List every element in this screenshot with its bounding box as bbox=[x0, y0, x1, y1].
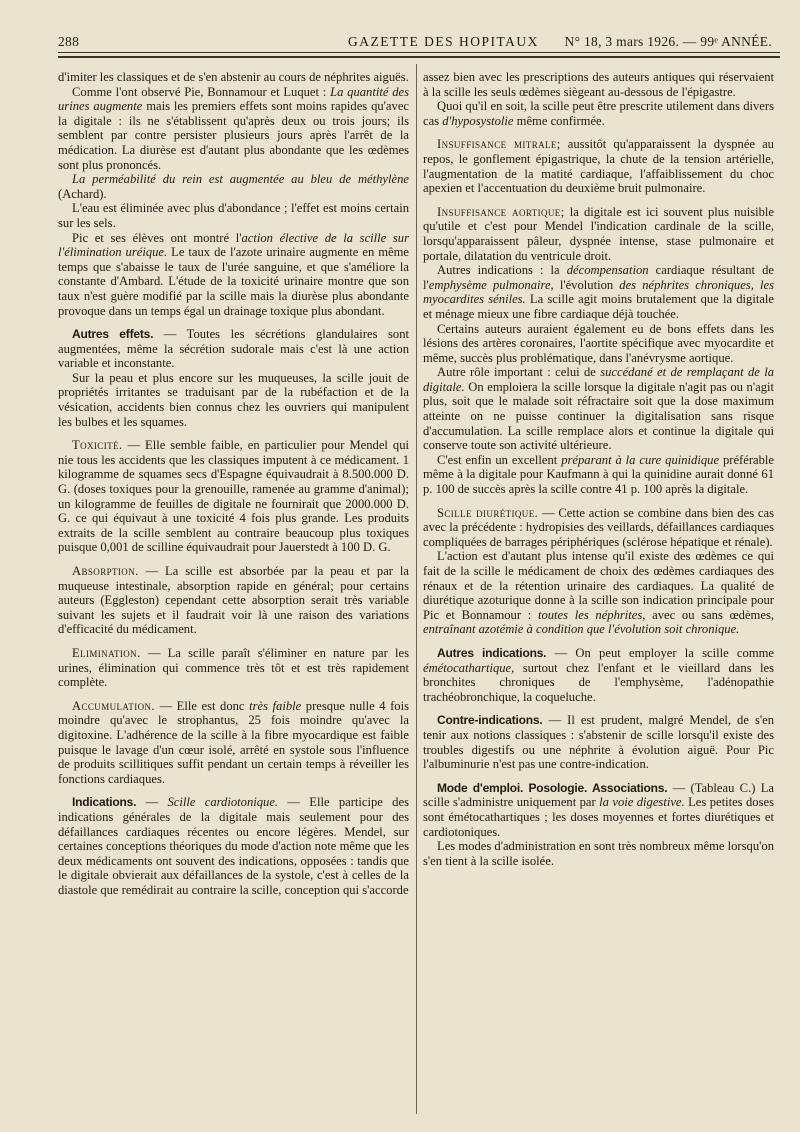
section-mode-emploi: Mode d'emploi. Posologie. Associations. — (Tableau C.) La scille s'administre uniquement par la voie digestive. Les petites doses sont émétocathartiques ; les doses moyennes et fortes diurétiques et cardiotoniques. bbox=[423, 780, 774, 839]
section-heading: Absorption. bbox=[72, 564, 139, 578]
section-heading: Scille diurétique. bbox=[437, 505, 539, 520]
paragraph: Autre rôle important : celui de succédané et de remplaçant de la digitale. On emploiera la scille lorsque la digitale n'agit pas ou n'agit plus, soit que le malade soit réfractaire soit que la dose maximum atteinte on ne puisse continuer la digitalisation sans risque d'accumulation. La scille remplace alors et continue la digitale qui conserve toute son activité ultérieure. bbox=[423, 365, 775, 453]
section-heading: Mode d'emploi. Posologie. Associations. bbox=[437, 780, 668, 795]
section-accumulation: Accumulation. — Elle est donc très faible presque nulle 4 fois moindre qu'avec le strophantus, 25 fois moindre qu'avec la digitoxine. L'adhérence de la scille à la fibre myocardique est faible puisque le lavage d'un cœur isolé, arrêté en systole sous l'influence de produits scillitiques suffit pendant un certain temps à réveiller les fonctions cardiaques. bbox=[58, 698, 409, 786]
paragraph: Sur la peau et plus encore sur les muqueuses, la scille jouit de propriétés irritantes se traduisant par de la rubéfaction et de la vésication, accidents bien connus chez les ouvriers qui manipulent les bulbes et les squames. bbox=[58, 370, 409, 429]
left-column bbox=[58, 70, 409, 897]
section-autres-effets: Autres effets. — Toutes les sécrétions glandulaires sont augmentées, même la sécrétion sudorale mais c'est là une action variable et inconstante. bbox=[58, 327, 409, 371]
paragraph: La perméabilité du rein est augmentée au bleu de méthylène (Achard). bbox=[58, 172, 409, 201]
section-scille-diuretique: Scille diurétique. — Cette action se combine dans bien des cas avec la précédente : hydropisies des veillards, défaillances cardiaques compliquées de barrages périphériques (sclérose hépatique et rénale). bbox=[423, 505, 774, 549]
journal-title: GAZETTE DES HOPITAUX bbox=[348, 34, 539, 49]
paragraph: assez bien avec les prescriptions des auteurs antiques qui réservaient à la scille les seuls œdèmes siègeant au-dessous de l'épigastre. bbox=[423, 70, 774, 99]
section-heading: Insuffisance aortique; bbox=[437, 204, 565, 219]
section-heading: Indications. bbox=[72, 795, 137, 810]
paragraph: Comme l'ont observé Pie, Bonnamour et Luquet : La quantité des urines augmente mais les premiers effets sont moins rapides qu'avec la digitale : ils ne s'établissent qu'après deux ou trois jours; ils semblent par contre persister plusieurs jours après l'arrêt de la médication. La diurèse est d'autant plus abondante que les œdèmes sont plus prononcés. bbox=[58, 84, 410, 172]
section-heading: Autres effets. bbox=[72, 327, 154, 342]
paragraph: Autres indications : la décompensation cardiaque résultant de l'emphysème pulmonaire, l'évolution des néphrites chroniques, les myocardites séniles. La scille agit moins brutalement que la digitale et ménage mieux une fibre cardiaque déjà touchée. bbox=[423, 263, 774, 321]
right-column bbox=[423, 70, 774, 897]
page-number: 288 bbox=[58, 34, 80, 49]
section-heading: Autres indications. bbox=[437, 645, 547, 660]
paragraph: C'est enfin un excellent préparant à la cure quinidique préférable même à la digitale pour Kaufmann à qui la quinidine aurait donné 61 p. 100 de succès après la scille contre 41 p. 100 après la digitale. bbox=[423, 452, 774, 497]
section-heading: Insuffisance mitrale; bbox=[437, 137, 561, 152]
section-toxicite: Toxicité. — Elle semble faible, en particulier pour Mendel qui nie tous les accidents que les classiques imputent à ce médicament. 1 kilogramme de squames secs d'Espagne équivaudrait à 8.500.000 D. G. (doses toxiques pour la grenouille, ramenée au gramme d'animal); un kilogramme de feuilles de digitale ne fournirait que 2000.000 D. G. ce qui équivaut à une toxicité 4 fois plus grande. Les produits extraits de la scille semblent au contraire beaucoup plus toxiques puisque 0,001 de scilline équivaudrait pour Jauerstedt à 100 D. G. bbox=[58, 438, 409, 555]
section-heading: Accumulation. bbox=[72, 698, 155, 713]
article-body bbox=[58, 70, 780, 897]
header-rule-thick bbox=[58, 56, 780, 58]
section-indications: Indications. — Scille cardiotonique. — Elle participe des indications générales de la digitale mais seulement pour des défaillances cardiaques récentes ou encore légères. Mendel, sur certaines conceptions théoriques du mode d'action note même que les deux médicaments ont souvent des indications, opposées : tandis que le digitale obvierait aux défaillances de la systole, c'est à celles de la diastole que remédirait au contraire la scille, conception qui s'accorde bbox=[58, 795, 409, 897]
section-heading: Elimination. bbox=[72, 645, 141, 660]
paragraph: d'imiter les classiques et de s'en abstenir au cours de néphrites aiguës. bbox=[58, 70, 409, 84]
section-absorption: Absorption. — La scille est absorbée par la peau et par la muqueuse intestinale, absorption rapide en général; pour certains auteurs (Eggleston) cependant cette absorption serait très variable suivant les sujets et il faudrait voir là une raison des variations d'efficacité du médicament. bbox=[58, 564, 409, 637]
paragraph: Certains auteurs auraient également eu de bons effets dans les lésions des artères coronaires, l'aortite spécifique avec myocardite et même, succès plus problématique, dans l'anévrysme aortique. bbox=[423, 321, 774, 365]
section-elimination: Elimination. — La scille paraît s'éliminer en nature par les urines, élimination qui commence très tôt et est très rapidement complète. bbox=[58, 645, 409, 690]
paragraph: Pic et ses élèves ont montré l'action élective de la scille sur l'élimination uréique. Le taux de l'azote urinaire augmente en même temps que s'abaisse le taux de l'urée sanguine, et que s'améliore la constante d'Ambard. L'étude de la toxicité urinaire montre que son taux n'est guère modifié par la scille mais la diurèse plus abondante provoque dans un temps égal un drainage toxique plus abondant. bbox=[58, 230, 409, 318]
section-autres-indications: Autres indications. — On peut employer la scille comme émétocathartique, surtout chez l'enfant et le vieillard dans les bronchites chroniques de l'emphysème, l'adénopathie trachéobronchique, la coqueluche. bbox=[423, 645, 775, 704]
issue-date: N° 18, 3 mars 1926. — 99ᵉ ANNÉE. bbox=[564, 34, 772, 49]
header-rule-thin bbox=[58, 52, 780, 53]
paragraph: L'eau est éliminée avec plus d'abondance ; l'effet est moins certain sur les sels. bbox=[58, 201, 409, 230]
section-insuffisance-mitrale: Insuffisance mitrale; aussitôt qu'apparaissent la dyspnée au repos, le gonflement épigastrique, la chute de la tension artérielle, l'augmentation de la matité cardiaque, l'affaiblissement du choc apexien et l'accentuation du deuxième bruit pulmonaire. bbox=[423, 137, 774, 196]
running-header bbox=[58, 24, 780, 52]
section-heading: Toxicité. bbox=[72, 438, 123, 453]
section-insuffisance-aortique: Insuffisance aortique; la digitale est ici souvent plus nuisible qu'utile et c'est pour Mendel l'indication cardinale de la scille, lorsqu'apparaissent pâleur, dyspnée intense, stase pulmonaire et portale, dilatation du ventricule droit. bbox=[423, 204, 774, 263]
section-contre-indications: Contre-indications. — Il est prudent, malgré Mendel, de s'en tenir aux notions classiques : s'abstenir de scille lorsqu'il existe des troubles digestifs ou une néphrite à évolution aiguë. Pour Pic l'albuminurie n'est pas une contre-indication. bbox=[423, 713, 774, 772]
paragraph: Quoi qu'il en soit, la scille peut être prescrite utilement dans divers cas d'hyposystolie même confirmée. bbox=[423, 99, 774, 128]
paragraph: Les modes d'administration en sont très nombreux même lorsqu'on s'en tient à la scille isolée. bbox=[423, 839, 774, 868]
section-heading: Contre-indications. bbox=[437, 713, 543, 728]
paragraph: L'action est d'autant plus intense qu'il existe des œdèmes ce qui fait de la scille le médicament de choix des œdèmes cardiaques des rénaux et de la rétention urinaire des cardiaques. La qualité de diurétique azoturique donne à la scille son indication principale pour Pic et Bonnamour : toutes les néphrites, avec ou sans œdèmes, entraînant azotémie à condition que l'évolution soit chronique. bbox=[423, 549, 774, 637]
